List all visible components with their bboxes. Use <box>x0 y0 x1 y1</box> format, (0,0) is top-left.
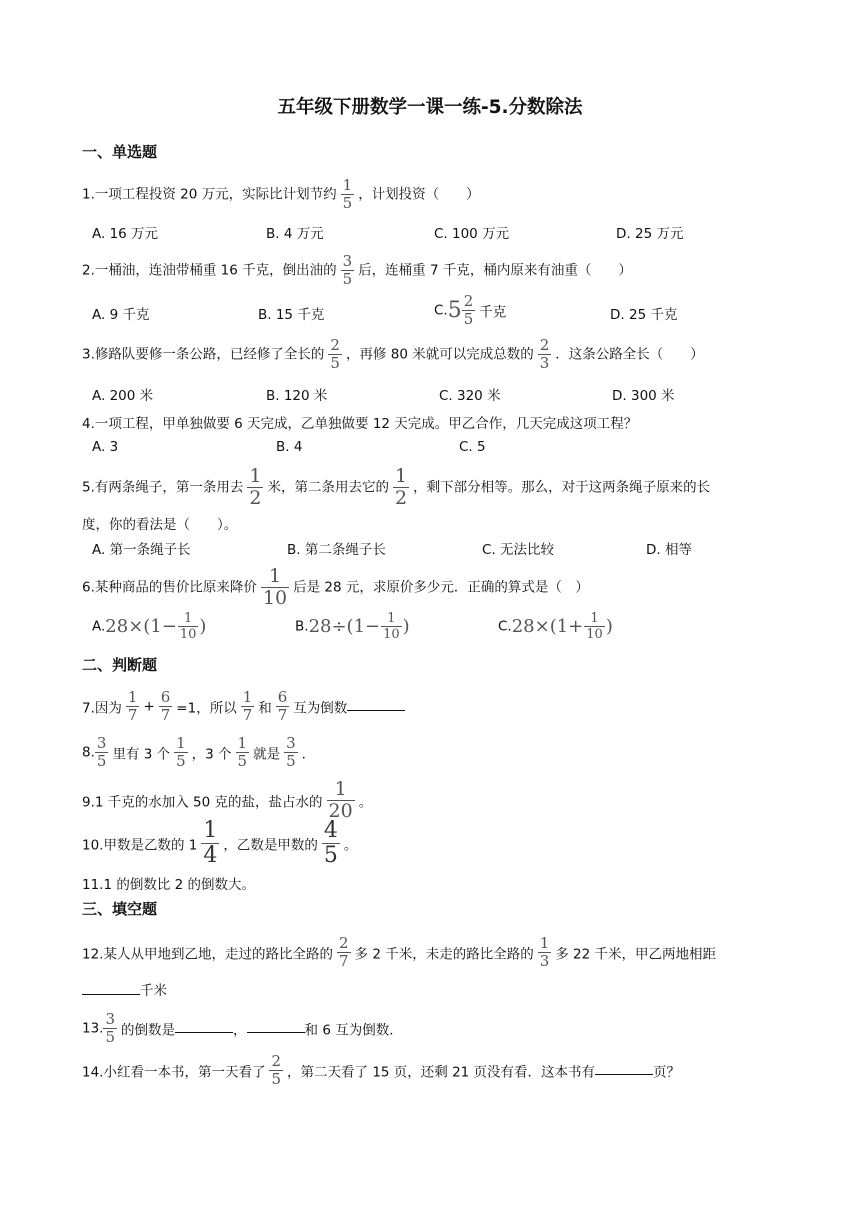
question-1 <box>82 178 480 211</box>
mixed-whole: 5 <box>447 298 462 323</box>
option-a[interactable]: A.28×(1− $\frac{1}{10}$ ) <box>92 611 207 642</box>
fraction: $\frac{3}{5}$ <box>96 734 107 770</box>
question-text: 后，连桶重 7 千克，桶内原来有油重（ ） <box>358 262 632 279</box>
option-b[interactable]: B. 4 万元 <box>266 226 324 242</box>
option-b[interactable]: B. 第二条绳子长 <box>287 542 386 558</box>
answer-blank[interactable] <box>247 1020 305 1033</box>
question-12: 12.某人从甲地到乙地，走过的路比全路的 $\frac{2}{7}$ 多 2 千米，未走的路比全路的 $\frac{1}{3}$ 多 22 千米，甲乙两地相距 <box>82 934 717 970</box>
fraction: $\frac{1}{2}$ <box>249 465 262 509</box>
option-c[interactable]: C. 5 <box>459 439 486 455</box>
option-a[interactable]: A. 第一条绳子长 <box>92 542 191 558</box>
fraction: $\frac{1}{4}$ <box>203 818 218 868</box>
question-text: 5.有两条绳子，第一条用去 <box>82 479 244 496</box>
fraction: $\frac{3}{5}$ <box>342 252 353 288</box>
fraction: $\frac{1}{5}$ <box>176 734 186 770</box>
option-a[interactable]: A. 9 千克 <box>92 307 150 323</box>
question-text: 后是 28 元，求原价多少元．正确的算式是（ ） <box>293 579 589 596</box>
option-a[interactable]: A. 3 <box>92 439 119 455</box>
question-2 <box>82 254 632 287</box>
fraction: $\frac{1}{2}$ <box>394 465 408 509</box>
option-c[interactable]: C.5 $\frac{2}{5}$ 千克 <box>434 292 507 328</box>
option-c[interactable]: C. 320 米 <box>439 388 501 404</box>
answer-blank[interactable] <box>595 1062 653 1075</box>
option-c[interactable]: C.28×(1+ $\frac{1}{10}$ ) <box>498 611 613 642</box>
section-heading-single-choice: 一、单选题 <box>82 143 158 161</box>
question-text: ，再修 80 米就可以完成总数的 <box>345 346 534 363</box>
option-d[interactable]: D. 25 万元 <box>616 226 684 242</box>
option-b[interactable]: B. 4 <box>276 439 303 455</box>
answer-blank[interactable] <box>347 698 405 711</box>
fraction: $\frac{1}{10}$ <box>383 611 400 642</box>
fraction: $\frac{3}{5}$ <box>286 734 296 770</box>
section-heading-true-false: 二、判断题 <box>82 656 158 674</box>
fraction: $\frac{1}{7}$ <box>242 688 253 724</box>
option-d[interactable]: D. 300 米 <box>612 388 675 404</box>
fraction: $\frac{2}{7}$ <box>338 934 349 970</box>
question-text: 米，第二条用去它的 <box>267 479 389 496</box>
option-a[interactable]: A. 16 万元 <box>92 226 159 242</box>
page-title: 五年级下册数学一课一练-5.分数除法 <box>277 97 583 118</box>
option-a[interactable]: A. 200 米 <box>92 388 154 404</box>
answer-blank[interactable] <box>175 1020 233 1033</box>
question-3 <box>82 338 704 371</box>
question-text: 2.一桶油，连油带桶重 16 千克，倒出油的 <box>82 262 337 279</box>
question-text: 3.修路队要修一条公路，已经修了全长的 <box>82 346 325 363</box>
fraction: $\frac{2}{5}$ <box>330 336 340 372</box>
question-6 <box>82 567 589 608</box>
fraction: $\frac{1}{10}$ <box>179 611 197 642</box>
answer-blank[interactable] <box>82 982 140 995</box>
question-14: 14.小红看一本书，第一天看了 $\frac{2}{5}$ ，第二天看了 15 页，还剩 21 页没有看．这本书有 页？ <box>82 1052 681 1088</box>
fraction: $\frac{1}{5}$ <box>342 176 353 212</box>
question-text: ，剩下部分相等。那么，对于这两条绳子原来的长 <box>413 479 711 496</box>
question-5-line-2: 度，你的看法是（ ）。 <box>82 517 238 533</box>
question-13: 13. $\frac{3}{5}$ 的倒数是 ， 和 6 互为倒数． <box>82 1010 403 1046</box>
fraction: $\frac{2}{3}$ <box>539 336 550 372</box>
question-4: 4.一项工程，甲单独做要 6 天完成，乙单独做要 12 天完成。甲乙合作，几天完成这项工程？ <box>82 416 638 432</box>
fraction: $\frac{2}{5}$ <box>271 1052 282 1088</box>
fraction: $\frac{1}{20}$ <box>328 778 353 822</box>
fraction: $\frac{6}{7}$ <box>277 688 288 724</box>
question-text: ，计划投资（ ） <box>358 186 480 203</box>
question-text: 6.某种商品的售价比原来降价 <box>82 579 257 596</box>
question-11: 11.1 的倒数比 2 的倒数大。 <box>82 877 256 893</box>
option-c[interactable]: C. 100 万元 <box>434 226 510 242</box>
option-b[interactable]: B.28÷(1− $\frac{1}{10}$ ) <box>295 611 410 642</box>
option-b[interactable]: B. 120 米 <box>266 388 328 404</box>
fraction: $\frac{4}{5}$ <box>323 818 338 868</box>
option-d[interactable]: D. 相等 <box>646 542 692 558</box>
fraction: $\frac{1}{10}$ <box>262 565 288 609</box>
option-b[interactable]: B. 15 千克 <box>258 307 325 323</box>
option-c[interactable]: C. 无法比较 <box>482 542 555 558</box>
fraction: $\frac{1}{10}$ <box>586 611 603 642</box>
fraction: $\frac{3}{5}$ <box>105 1010 116 1046</box>
question-8: 8. $\frac{3}{5}$ 里有 3 个 $\frac{1}{5}$ ，3 个 $\frac{1}{5}$ 就是 $\frac{3}{5}$ ． <box>82 734 316 770</box>
question-12-line-2: 千米 <box>82 979 167 999</box>
fraction: $\frac{6}{7}$ <box>160 688 171 724</box>
fraction: $\frac{1}{5}$ <box>237 734 248 770</box>
fraction: $\frac{1}{7}$ <box>127 688 138 724</box>
question-9: 9.1 千克的水加入 50 克的盐，盐占水的 $\frac{1}{20}$ 。 <box>82 778 373 822</box>
question-10: 10.甲数是乙数的 1 $\frac{1}{4}$ ，乙数是甲数的 $\frac{4}{5}$ 。 <box>82 818 358 868</box>
question-7: 7.因为 $\frac{1}{7}$ + $\frac{6}{7}$ =1，所以 $\frac{1}{7}$ 和 $\frac{6}{7}$ 互为倒数 <box>82 690 405 723</box>
option-d[interactable]: D. 25 千克 <box>610 307 678 323</box>
question-5 <box>82 467 710 508</box>
question-text: 1.一项工程投资 20 万元，实际比计划节约 <box>82 186 337 203</box>
fraction: $\frac{1}{3}$ <box>539 934 550 970</box>
fraction: $\frac{2}{5}$ <box>463 292 474 328</box>
section-heading-fill-blank: 三、填空题 <box>82 900 158 918</box>
question-text: ．这条公路全长（ ） <box>555 346 704 363</box>
